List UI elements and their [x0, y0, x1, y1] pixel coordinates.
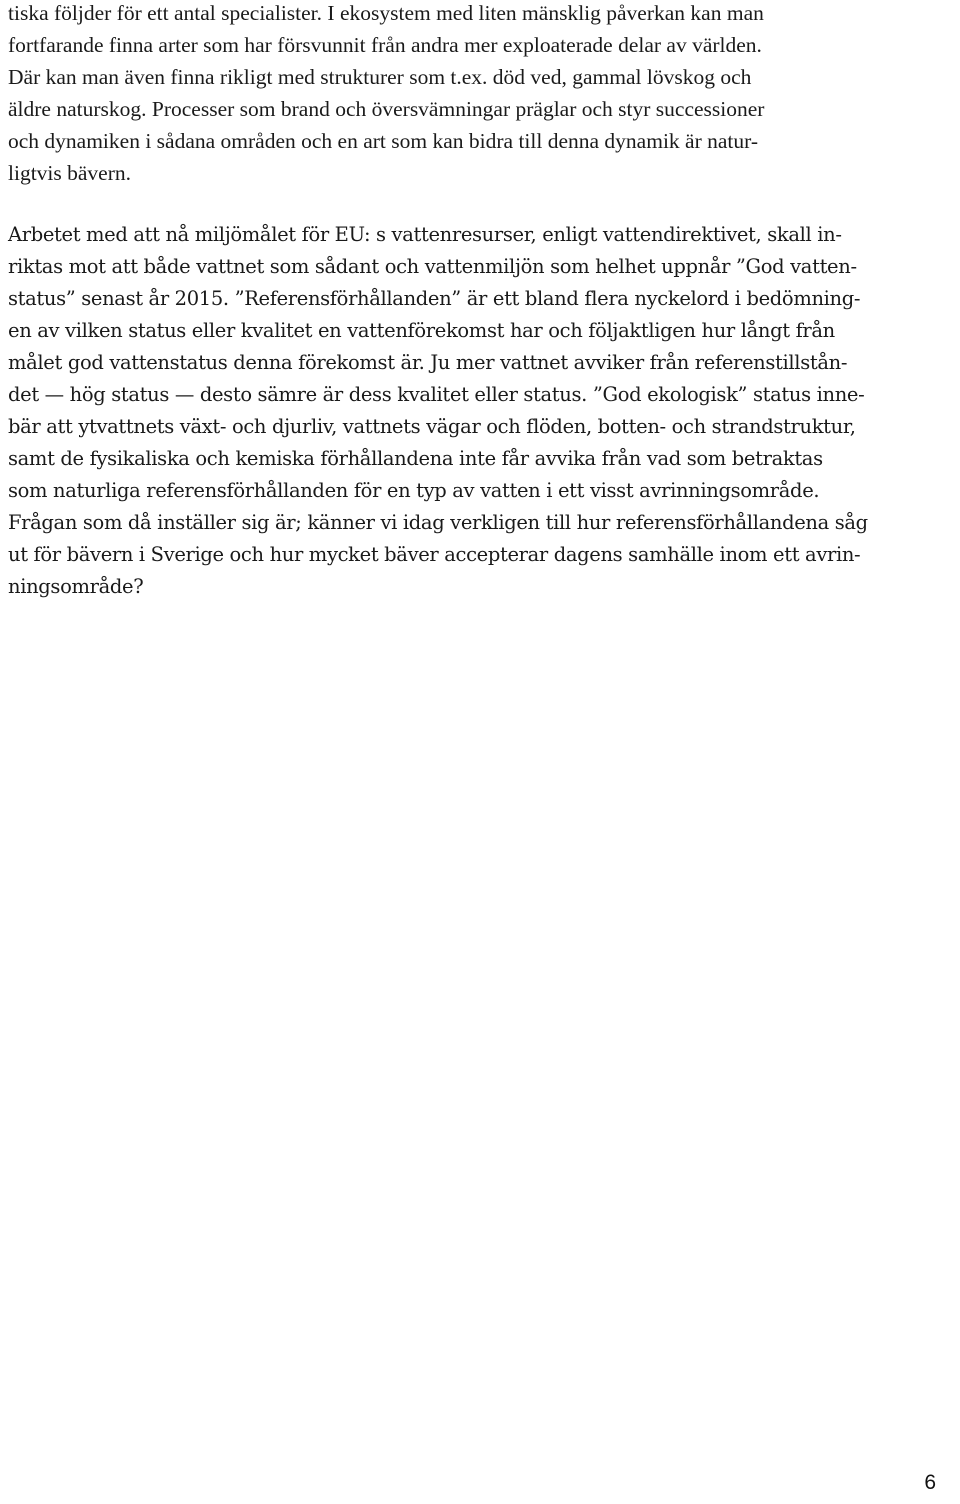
text-line: äldre naturskog. Processer som brand och översvämningar präglar och styr successioner: [8, 97, 765, 121]
text-line: bär att ytvattnets växt- och djurliv, vattnets vägar och flöden, botten- och strandstruktur,: [8, 415, 856, 438]
text-line: och dynamiken i sådana områden och en art som kan bidra till denna dynamik är natur-: [8, 129, 759, 153]
text-line: målet god vattenstatus denna förekomst är. Ju mer vattnet avviker från referenstillstån-: [8, 351, 848, 374]
text-line: ningsområde?: [8, 575, 144, 598]
text-line: status” senast år 2015. ”Referensförhållanden” är ett bland flera nyckelord i bedömning-: [8, 287, 861, 310]
text-line: riktas mot att både vattnet som sådant och vattenmiljön som helhet uppnår ”God vatten-: [8, 255, 857, 278]
page-number: 6: [924, 1471, 936, 1494]
text-line: ligtvis bävern.: [8, 161, 132, 185]
text-line: ut för bävern i Sverige och hur mycket bäver accepterar dagens samhälle inom ett avrin-: [8, 543, 861, 566]
text-line: Där kan man även finna rikligt med strukturer som t.ex. död ved, gammal lövskog och: [8, 65, 752, 89]
paragraph-2: [8, 219, 868, 603]
text-line: Frågan som då inställer sig är; känner vi idag verkligen till hur referensförhållandena såg: [8, 511, 868, 534]
text-line: fortfarande finna arter som har försvunnit från andra mer exploaterade delar av världen.: [8, 33, 762, 57]
text-line: tiska följder för ett antal specialister. I ekosystem med liten mänsklig påverkan kan man: [8, 1, 764, 25]
text-line: samt de fysikaliska och kemiska förhållandena inte får avvika från vad som betraktas: [8, 447, 823, 470]
text-line: Arbetet med att nå miljömålet för EU: s vattenresurser, enligt vattendirektivet, skall in-: [8, 223, 842, 246]
text-line: det — hög status — desto sämre är dess kvalitet eller status. ”God ekologisk” status inne-: [8, 383, 865, 406]
paragraph-1: [8, 0, 764, 189]
text-line: som naturliga referensförhållanden för en typ av vatten i ett visst avrinningsområde.: [8, 479, 820, 502]
text-line: en av vilken status eller kvalitet en vattenförekomst har och följaktligen hur långt från: [8, 319, 835, 342]
